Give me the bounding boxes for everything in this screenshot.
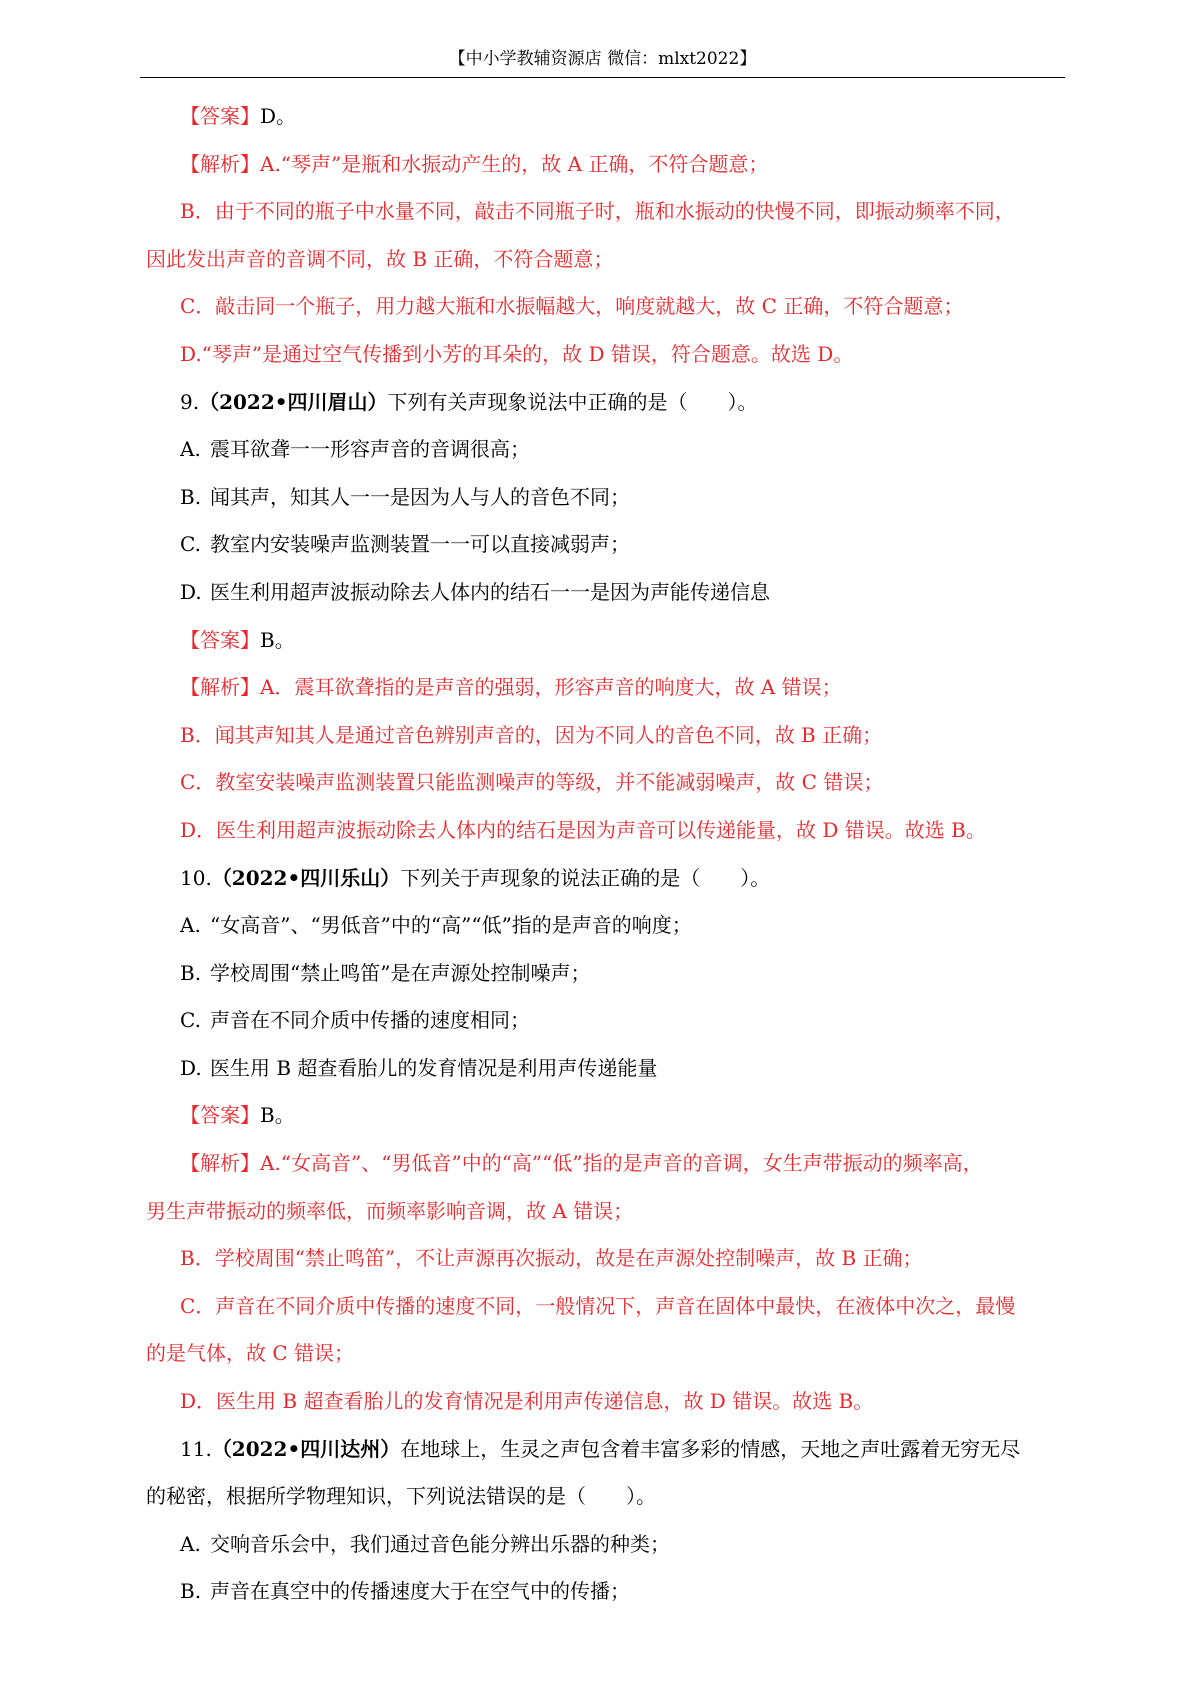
explanation-tag: 【解析】: [180, 151, 260, 176]
explanation-line: [146, 1140, 1066, 1188]
explanation-text: C．敲击同一个瓶子，用力越大瓶和水振幅越大，响度就越大，故 C 正确，不符合题意；: [180, 294, 964, 319]
question-line: [146, 855, 1066, 903]
question-line: [146, 1426, 1066, 1474]
question-source: （2022•四川眉山）: [199, 389, 388, 414]
explanation-line: [146, 188, 1066, 236]
answer-line: [146, 617, 1066, 665]
answer-text: B。: [260, 627, 295, 652]
option-text: 声音在不同介质中传播的速度相同；: [210, 1008, 530, 1033]
option-line: [146, 569, 1066, 617]
question-text: 下列有关声现象说法中正确的是（ ）。: [387, 389, 758, 414]
explanation-line: [146, 331, 1066, 379]
option-letter: C.: [180, 1008, 201, 1033]
option-text: 交响音乐会中，我们通过音色能分辨出乐器的种类；: [210, 1531, 670, 1556]
option-letter: A.: [180, 1531, 201, 1556]
explanation-line: [146, 283, 1066, 331]
explanation-line: [146, 712, 1066, 760]
option-line: [146, 950, 1066, 998]
option-line: [146, 997, 1066, 1045]
explanation-text: A.“琴声”是瓶和水振动产生的，故 A 正确，不符合题意；: [260, 151, 769, 176]
option-letter: A.: [180, 913, 201, 938]
option-text: 教室内安装噪声监测装置一一可以直接减弱声；: [210, 532, 630, 557]
explanation-text: 男生声带振动的频率低，而频率影响音调，故 A 错误；: [146, 1198, 634, 1223]
explanation-continuation: [146, 1330, 1066, 1378]
explanation-line: [146, 664, 1066, 712]
answer-text: B。: [260, 1103, 295, 1128]
option-text: “女高音”、“男低音”中的“高”“低”指的是声音的响度；: [210, 913, 692, 938]
option-line: [146, 1045, 1066, 1093]
option-line: [146, 426, 1066, 474]
question-source: （2022•四川乐山）: [211, 865, 401, 890]
question-text: 的秘密，根据所学物理知识，下列说法错误的是（ ）。: [146, 1484, 656, 1509]
option-text: 闻其声，知其人一一是因为人与人的音色不同；: [210, 484, 630, 509]
option-letter: C.: [180, 532, 201, 557]
option-letter: B.: [180, 1579, 202, 1604]
question-text: 在地球上，生灵之声包含着丰富多彩的情感，天地之声吐露着无穷无尽: [400, 1436, 1021, 1461]
explanation-text: 因此发出声音的音调不同，故 B 正确，不符合题意；: [146, 246, 614, 271]
header-text: 【中小学教辅资源店 微信：mlxt2022】: [448, 49, 757, 69]
option-letter: B.: [180, 960, 202, 985]
answer-tag: 【答案】: [180, 627, 260, 652]
explanation-line: [146, 1283, 1066, 1331]
document-body: [146, 93, 1066, 1616]
explanation-text: A.“女高音”、“男低音”中的“高”“低”指的是声音的音调，女生声带振动的频率高，: [260, 1151, 983, 1176]
explanation-text: 的是气体，故 C 错误；: [146, 1341, 355, 1366]
option-line: [146, 521, 1066, 569]
option-line: [146, 474, 1066, 522]
option-letter: A.: [180, 437, 201, 462]
explanation-text: C．声音在不同介质中传播的速度不同，一般情况下，声音在固体中最快，在液体中次之，最慢: [180, 1293, 1016, 1318]
explanation-text: B．闻其声知其人是通过音色辨别声音的，因为不同人的音色不同，故 B 正确；: [180, 722, 883, 747]
option-line: [146, 1521, 1066, 1569]
option-text: 震耳欲聋一一形容声音的音调很高；: [210, 437, 530, 462]
explanation-text: B．学校周围“禁止鸣笛”，不让声源再次振动，故是在声源处控制噪声，故 B 正确；: [180, 1246, 923, 1271]
answer-line: [146, 1092, 1066, 1140]
option-line: [146, 902, 1066, 950]
explanation-continuation: [146, 1188, 1066, 1236]
option-text: 学校周围“禁止鸣笛”是在声源处控制噪声；: [210, 960, 591, 985]
explanation-line: [146, 141, 1066, 189]
answer-tag: 【答案】: [180, 104, 260, 128]
explanation-text: C．教室安装噪声监测装置只能监测噪声的等级，并不能减弱噪声，故 C 错误；: [180, 770, 884, 795]
option-text: 声音在真空中的传播速度大于在空气中的传播；: [210, 1579, 630, 1604]
option-text: 医生利用超声波振动除去人体内的结石一一是因为声能传递信息: [210, 579, 770, 604]
explanation-line: [146, 1378, 1066, 1426]
option-letter: B.: [180, 484, 202, 509]
explanation-line: [146, 1235, 1066, 1283]
explanation-continuation: [146, 236, 1066, 284]
question-source: （2022•四川达州）: [211, 1436, 401, 1461]
answer-text: D。: [260, 104, 297, 128]
explanation-text: A．震耳欲聋指的是声音的强弱，形容声音的响度大，故 A 错误；: [260, 675, 842, 700]
option-line: [146, 1568, 1066, 1616]
question-number: 11.: [180, 1436, 212, 1461]
explanation-text: D．医生利用超声波振动除去人体内的结石是因为声音可以传递能量，故 D 错误。故选 B。: [180, 817, 986, 842]
question-line: [146, 379, 1066, 427]
explanation-text: B．由于不同的瓶子中水量不同，敲击不同瓶子时，瓶和水振动的快慢不同，即振动频率不同，: [180, 199, 1015, 224]
option-text: 医生用 B 超查看胎儿的发育情况是利用声传递能量: [210, 1055, 658, 1080]
question-number: 9.: [180, 389, 200, 414]
option-letter: D.: [180, 579, 202, 604]
option-letter: D.: [180, 1055, 202, 1080]
explanation-tag: 【解析】: [180, 675, 260, 700]
question-continuation: [146, 1473, 1066, 1521]
explanation-line: [146, 807, 1066, 855]
explanation-text: D.“琴声”是通过空气传播到小芳的耳朵的，故 D 错误，符合题意。故选 D。: [180, 341, 854, 366]
question-text: 下列关于声现象的说法正确的是（ ）。: [400, 865, 771, 890]
explanation-tag: 【解析】: [180, 1151, 260, 1176]
question-number: 10.: [180, 865, 212, 890]
answer-line: [146, 93, 1066, 141]
explanation-text: D．医生用 B 超查看胎儿的发育情况是利用声传递信息，故 D 错误。故选 B。: [180, 1389, 874, 1414]
page-header: [140, 48, 1065, 78]
answer-tag: 【答案】: [180, 1103, 260, 1128]
explanation-line: [146, 759, 1066, 807]
